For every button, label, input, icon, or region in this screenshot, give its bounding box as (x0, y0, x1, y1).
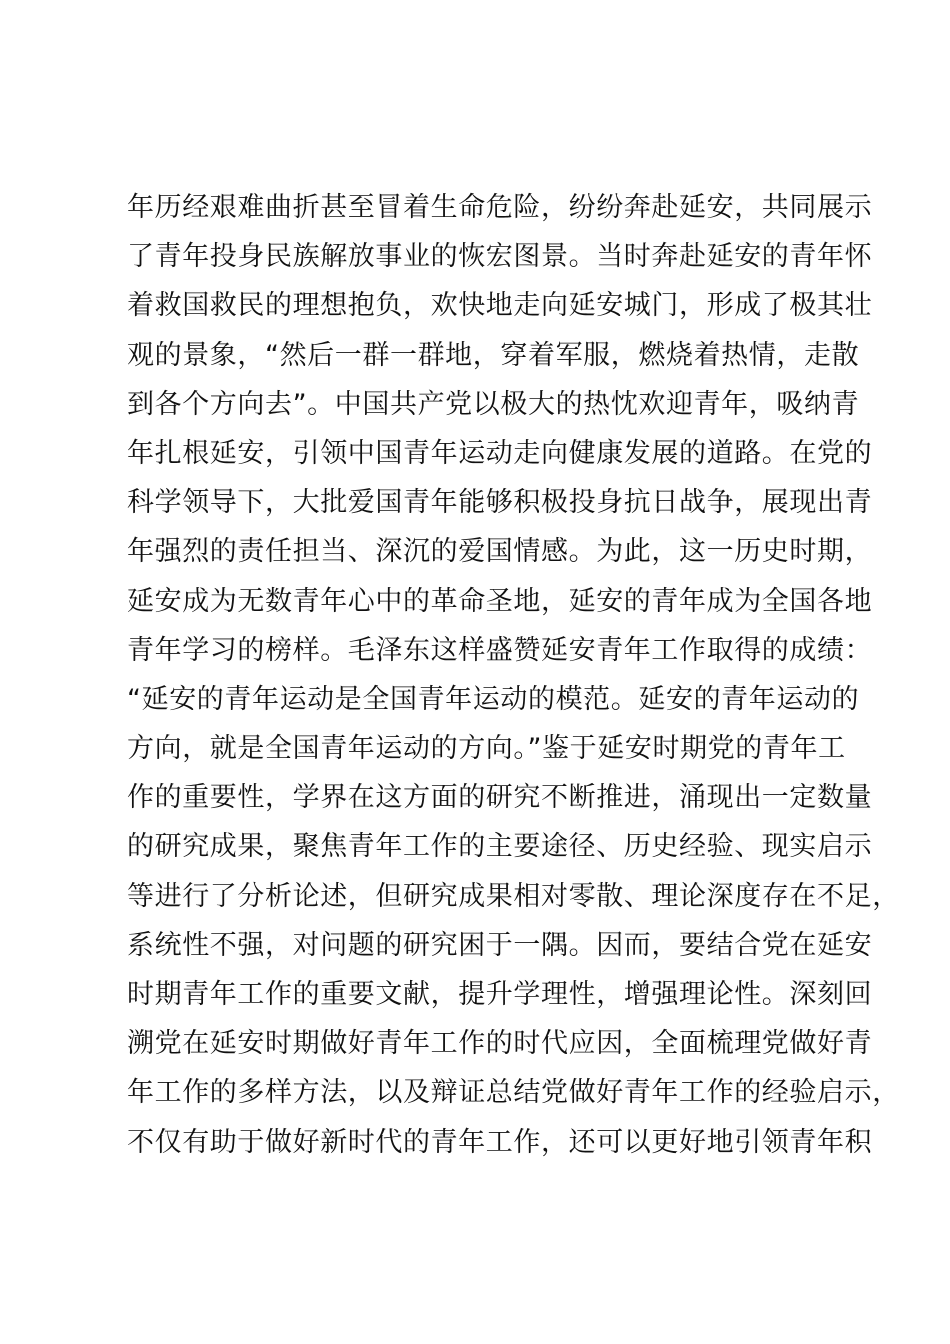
text-line: 年工作的多样方法，以及辩证总结党做好青年工作的经验启示， (127, 1077, 900, 1109)
text-line: 方向，就是全国青年运动的方向。”鉴于延安时期党的青年工 (127, 733, 846, 765)
text-line: 着救国救民的理想抱负，欢快地走向延安城门，形成了极其壮 (127, 290, 873, 322)
text-line: 年扎根延安，引领中国青年运动走向健康发展的道路。在党的 (127, 437, 873, 469)
text-line: “延安的青年运动是全国青年运动的模范。延安的青年运动的 (127, 683, 860, 715)
text-line: 年历经艰难曲折甚至冒着生命危险，纷纷奔赴延安，共同展示 (127, 192, 873, 223)
text-line: 溯党在延安时期做好青年工作的时代应因，全面梳理党做好青 (127, 1028, 873, 1060)
text-line: 时期青年工作的重要文献，提升学理性，增强理论性。深刻回 (127, 979, 873, 1010)
text-line: 青年学习的榜样。毛泽东这样盛赞延安青年工作取得的成绩： (127, 634, 873, 666)
body-paragraph (127, 183, 900, 1167)
text-line: 观的景象，“然后一群一群地，穿着军服，燃烧着热情，走散 (127, 339, 860, 371)
text-line: 了青年投身民族解放事业的恢宏图景。当时奔赴延安的青年怀 (127, 241, 873, 273)
text-line: 作的重要性，学界在这方面的研究不断推进，涌现出一定数量 (127, 782, 873, 814)
text-line: 科学领导下，大批爱国青年能够积极投身抗日战争，展现出青 (127, 487, 873, 519)
text-line: 的研究成果，聚焦青年工作的主要途径、历史经验、现实启示 (127, 831, 873, 863)
text-line: 年强烈的责任担当、深沉的爱国情感。为此，这一历史时期， (127, 536, 873, 568)
text-line: 到各个方向去”。中国共产党以极大的热忱欢迎青年，吸纳青 (127, 388, 860, 420)
text-line: 系统性不强，对问题的研究困于一隅。因而，要结合党在延安 (127, 929, 873, 961)
text-line: 不仅有助于做好新时代的青年工作，还可以更好地引领青年积 (127, 1126, 873, 1158)
text-line: 等进行了分析论述，但研究成果相对零散、理论深度存在不足， (127, 880, 900, 912)
text-line: 延安成为无数青年心中的革命圣地，延安的青年成为全国各地 (127, 585, 873, 617)
